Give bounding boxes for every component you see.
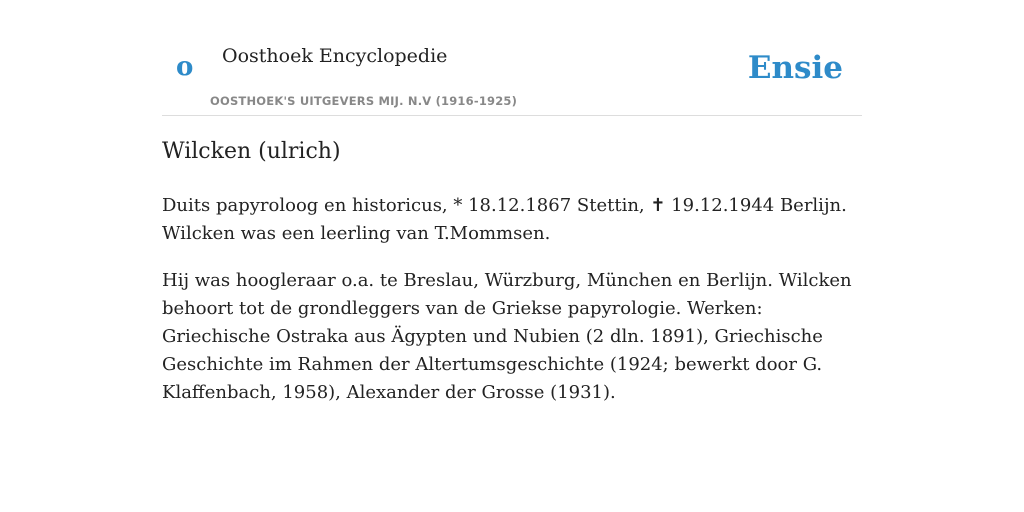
publisher-subtitle: OOSTHOEK'S UITGEVERS MIJ. N.V (1916-1925) [210,94,518,108]
site-title-link[interactable]: Oosthoek Encyclopedie [222,45,448,67]
encyclopedia-logo[interactable]: o [176,52,194,82]
page [162,0,862,403]
entry-paragraph: Duits papyroloog en historicus, * 18.12.1867 Stettin, ✝ 19.12.1944 Berlijn. Wilcken was een leerling van T.Mommsen. [162,195,847,244]
entry-paragraph: Hij was hoogleraar o.a. te Breslau, Würzburg, München en Berlijn. Wilcken behoort tot de grondleggers van de Griekse papyrologie. Werken: Griechische Ostraka aus Ägypten und Nubien (2 dln. 1891), Griechische Geschichte im Rahmen der Altertumsgeschichte (1924; bewerkt door G. Klaffenbach, 1958), Alexander der Grosse (1931). [162,270,852,403]
ensie-logo-link[interactable]: Ensie [747,50,843,86]
entry-title: Wilcken (ulrich) [162,139,341,164]
header [162,0,862,116]
